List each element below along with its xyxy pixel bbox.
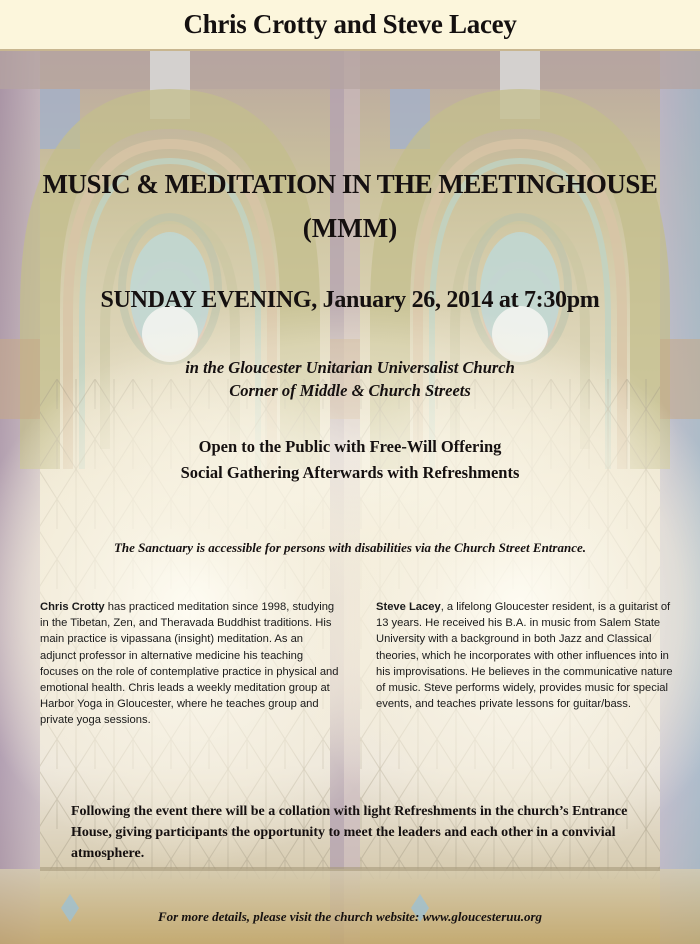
bio-name: Steve Lacey [376, 601, 441, 613]
footer-prefix: For more details, please visit the church website: [157, 909, 423, 924]
website-link[interactable]: www.gloucesteruu.org [422, 909, 543, 924]
header-title: Chris Crotty and Steve Lacey [183, 9, 517, 39]
following-paragraph: Following the event there will be a collation with light Refreshments in the church’s Entrance House, giving participants the opportunity to meet the leaders and each other in a convivial atmosphere. [71, 804, 628, 861]
bio-text: has practiced meditation since 1998, studying in the Tibetan, Zen, and Theravada Buddhist traditions. His main practice is vipassana (insight) meditation. As an adjunct professor in alternative medicine his teaching focuses on the role of contemplative practice in physical and emotional health. Chris leads a weekly meditation group at Harbor Yoga in Gloucester, where he teaches group and private yoga sessions. [40, 601, 339, 727]
event-title: MUSIC & MEDITATION IN THE MEETINGHOUSE [42, 169, 658, 199]
venue-line-1: in the Gloucester Unitarian Universalist Church [185, 358, 515, 377]
bio-text: , a lifelong Gloucester resident, is a guitarist of 13 years. He received his B.A. in music from Salem State University with a background in both Jazz and Classical theories, which he incorporates with other influences into in his improvisations. He believes in the communicative nature of music. Steve performs widely, provides music for special events, and teaches private lessons for guitar/bass. [376, 601, 673, 711]
venue-line-2: Corner of Middle & Church Streets [229, 381, 471, 400]
event-date: SUNDAY EVENING, January 26, 2014 at 7:30pm [100, 287, 600, 313]
info-line-1: Open to the Public with Free-Will Offering [198, 437, 502, 456]
footer-note [0, 909, 700, 925]
bio-steve-lacey [376, 599, 676, 712]
info-line-2: Social Gathering Afterwards with Refreshments [180, 463, 520, 482]
bio-name: Chris Crotty [40, 601, 105, 613]
venue-block [0, 356, 700, 402]
accessibility-note: The Sanctuary is accessible for persons with disabilities via the Church Street Entrance. [113, 540, 586, 555]
flyer-content [0, 49, 700, 944]
event-abbreviation: (MMM) [302, 213, 398, 243]
bio-chris-crotty [40, 599, 340, 729]
info-block [0, 434, 700, 486]
header-band [0, 0, 700, 51]
